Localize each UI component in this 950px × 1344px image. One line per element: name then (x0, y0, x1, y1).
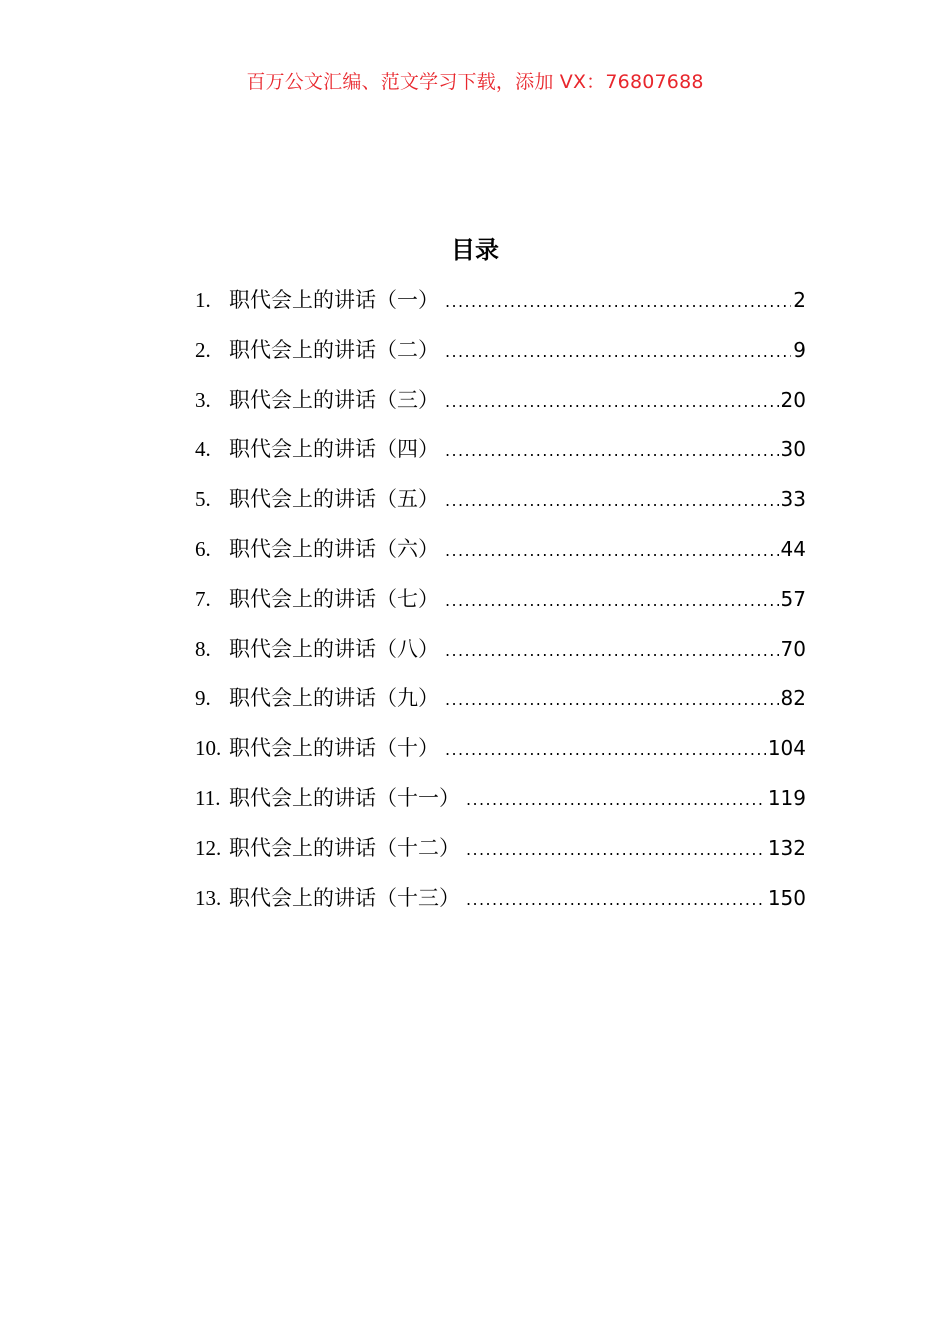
toc-entry-number: 7. (195, 586, 211, 611)
toc-entry-page[interactable]: 57 (780, 586, 806, 611)
toc-entry-page[interactable]: 132 (767, 835, 806, 860)
toc-entry-3[interactable] (195, 382, 806, 432)
dot-leader (445, 284, 791, 320)
toc-entry-12[interactable] (195, 830, 806, 880)
toc-entry-number: 13. (195, 885, 222, 910)
toc-entry-number: 2. (195, 337, 211, 362)
dot-leader (445, 533, 779, 569)
toc-entry-13[interactable] (195, 880, 806, 930)
toc-entry-number: 10. (195, 736, 222, 761)
toc-entry-1[interactable] (195, 282, 806, 332)
dot-leader (445, 384, 779, 420)
dot-leader (445, 682, 779, 718)
toc-entry-9[interactable] (195, 680, 806, 730)
toc-entry-number: 12. (195, 835, 222, 860)
toc-entry-page[interactable]: 82 (780, 686, 806, 711)
toc-entry-title[interactable]: 职代会上的讲话（三） (229, 387, 439, 412)
toc-entry-10[interactable] (195, 730, 806, 780)
toc-entry-page[interactable]: 119 (767, 785, 806, 810)
dot-leader (445, 334, 791, 370)
toc-entry-page[interactable]: 2 (793, 288, 806, 312)
toc-entry-page[interactable]: 30 (780, 437, 806, 462)
dot-leader (445, 483, 779, 519)
toc-entry-number: 6. (195, 536, 211, 561)
toc-entry-4[interactable] (195, 431, 806, 481)
toc-entry-title[interactable]: 职代会上的讲话（二） (229, 337, 439, 362)
toc-entry-page[interactable]: 9 (793, 337, 806, 362)
toc-entry-title[interactable]: 职代会上的讲话（九） (229, 686, 439, 711)
toc-entry-page[interactable]: 20 (780, 387, 806, 412)
toc-entry-page[interactable]: 44 (780, 536, 806, 561)
toc-entry-title[interactable]: 职代会上的讲话（十二） (229, 835, 460, 860)
dot-leader (445, 433, 779, 469)
toc-entry-number: 1. (195, 288, 211, 312)
toc-entry-page[interactable]: 33 (780, 487, 806, 512)
toc-entry-7[interactable] (195, 581, 806, 631)
dot-leader (445, 732, 766, 768)
toc-entry-number: 5. (195, 487, 211, 512)
toc-entry-page[interactable]: 150 (767, 885, 806, 910)
toc-entry-title[interactable]: 职代会上的讲话（五） (229, 487, 439, 512)
toc-entry-page[interactable]: 70 (780, 636, 806, 661)
header-note: 百万公文汇编、范文学习下载，添加 VX：76807688 (246, 71, 704, 93)
toc-entry-title[interactable]: 职代会上的讲话（一） (229, 288, 439, 312)
dot-leader (445, 633, 779, 669)
toc-entry-number: 9. (195, 686, 211, 711)
dot-leader (466, 832, 766, 868)
toc-title: 目录 (451, 236, 499, 264)
toc-entry-6[interactable] (195, 531, 806, 581)
dot-leader (466, 782, 766, 818)
toc-list (195, 282, 806, 929)
toc-entry-2[interactable] (195, 332, 806, 382)
toc-entry-title[interactable]: 职代会上的讲话（十三） (229, 885, 460, 910)
toc-entry-title[interactable]: 职代会上的讲话（十） (229, 736, 439, 761)
toc-entry-title[interactable]: 职代会上的讲话（四） (229, 437, 439, 462)
toc-entry-number: 3. (195, 387, 211, 412)
toc-entry-title[interactable]: 职代会上的讲话（六） (229, 536, 439, 561)
toc-entry-number: 11. (195, 785, 221, 810)
toc-entry-title[interactable]: 职代会上的讲话（十一） (229, 785, 460, 810)
dot-leader (466, 882, 766, 918)
toc-entry-title[interactable]: 职代会上的讲话（七） (229, 586, 439, 611)
toc-entry-11[interactable] (195, 780, 806, 830)
toc-entry-number: 4. (195, 437, 211, 462)
dot-leader (445, 583, 779, 619)
toc-entry-5[interactable] (195, 481, 806, 531)
toc-entry-title[interactable]: 职代会上的讲话（八） (229, 636, 439, 661)
toc-entry-number: 8. (195, 636, 211, 661)
toc-entry-page[interactable]: 104 (767, 736, 806, 761)
toc-entry-8[interactable] (195, 631, 806, 681)
